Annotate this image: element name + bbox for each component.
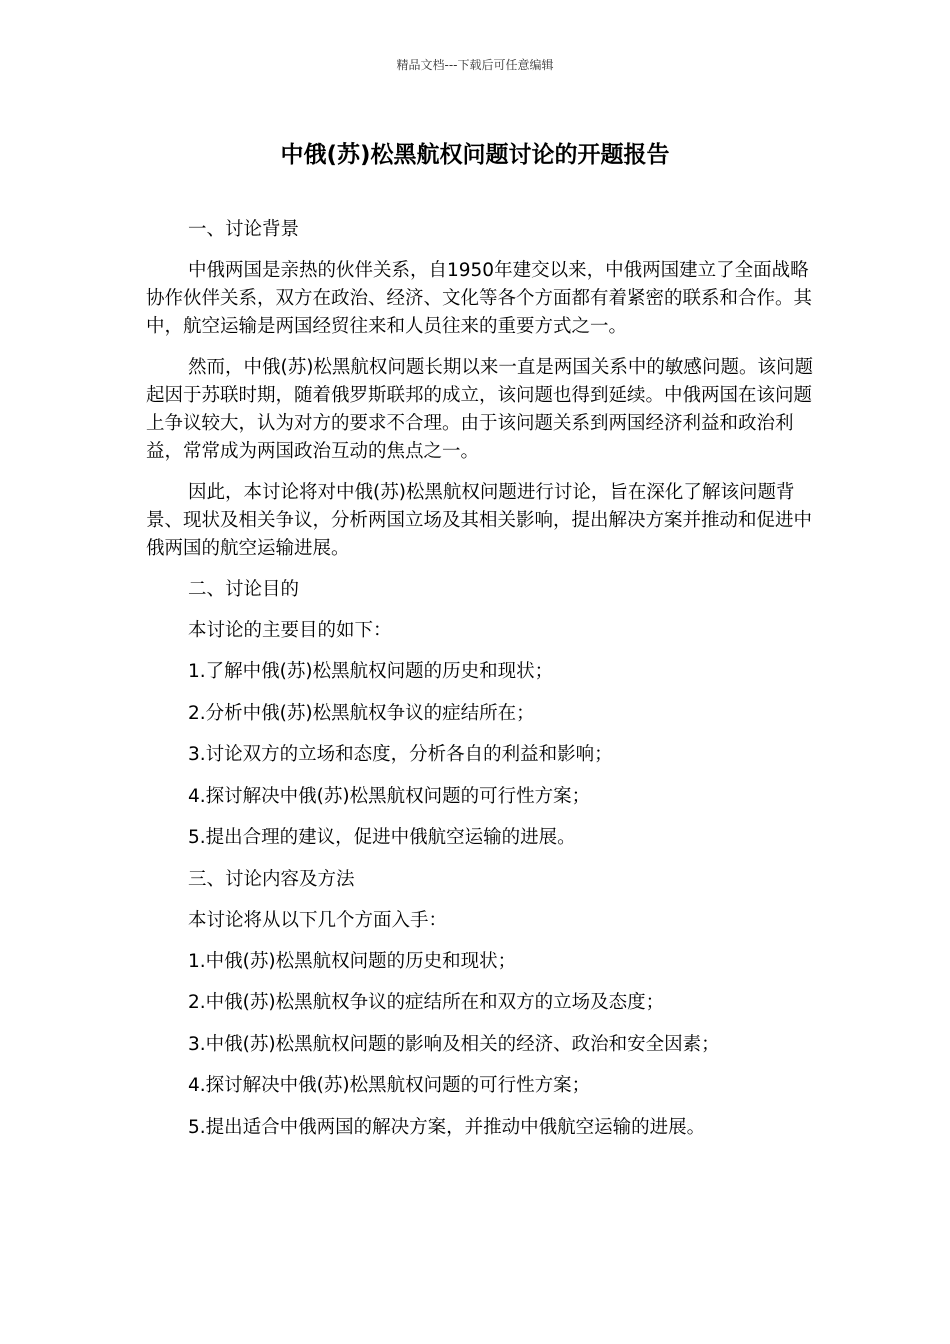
paragraph: 然而，中俄(苏)松黑航权问题长期以来一直是两国关系中的敏感问题。该问题起因于苏联时期，随着俄罗斯联邦的成立，该问题也得到延续。中俄两国在该问题上争议较大，认为对方的要求不合理。由于该问题关系到两国经济利益和政治利益，常常成为两国政治互动的焦点之一。 [146,357,813,462]
paragraph: 中俄两国是亲热的伙伴关系，自1950年建交以来，中俄两国建立了全面战略协作伙伴关系，双方在政治、经济、文化等各个方面都有着紧密的联系和合作。其中，航空运输是两国经贸往来和人员往来的重要方式之一。 [146,260,813,337]
list-item: 2.分析中俄(苏)松黑航权争议的症结所在； [188,702,535,724]
list-item: 4.探讨解决中俄(苏)松黑航权问题的可行性方案； [188,1075,591,1096]
list-item: 3.中俄(苏)松黑航权问题的影响及相关的经济、政治和安全因素； [188,1033,720,1055]
list-item: 5.提出适合中俄两国的解决方案，并推动中俄航空运输的进展。 [188,1116,706,1138]
paragraph: 本讨论将从以下几个方面入手： [188,909,448,931]
section-heading-background: 一、讨论背景 [188,219,300,240]
list-item: 5.提出合理的建议，促进中俄航空运输的进展。 [188,827,576,848]
section-heading-methods: 三、讨论内容及方法 [188,868,355,890]
list-item: 4.探讨解决中俄(苏)松黑航权问题的可行性方案； [188,785,591,807]
document-title: 中俄(苏)松黑航权问题讨论的开题报告 [280,142,670,168]
list-item: 1.中俄(苏)松黑航权问题的历史和现状； [188,950,517,972]
section-heading-purpose: 二、讨论目的 [188,579,300,600]
paragraph: 因此，本讨论将对中俄(苏)松黑航权问题进行讨论，旨在深化了解该问题背景、现状及相关争议，分析两国立场及其相关影响，提出解决方案并推动和促进中俄两国的航空运输进展。 [146,482,813,559]
list-item: 1.了解中俄(苏)松黑航权问题的历史和现状； [188,661,554,682]
paragraph: 本讨论的主要目的如下： [188,620,392,641]
list-item: 2.中俄(苏)松黑航权争议的症结所在和双方的立场及态度； [188,992,665,1013]
list-item: 3.讨论双方的立场和态度，分析各自的利益和影响； [188,744,613,765]
header-note: 精品文档---下载后可任意编辑 [396,58,554,72]
document-body [146,216,826,1155]
